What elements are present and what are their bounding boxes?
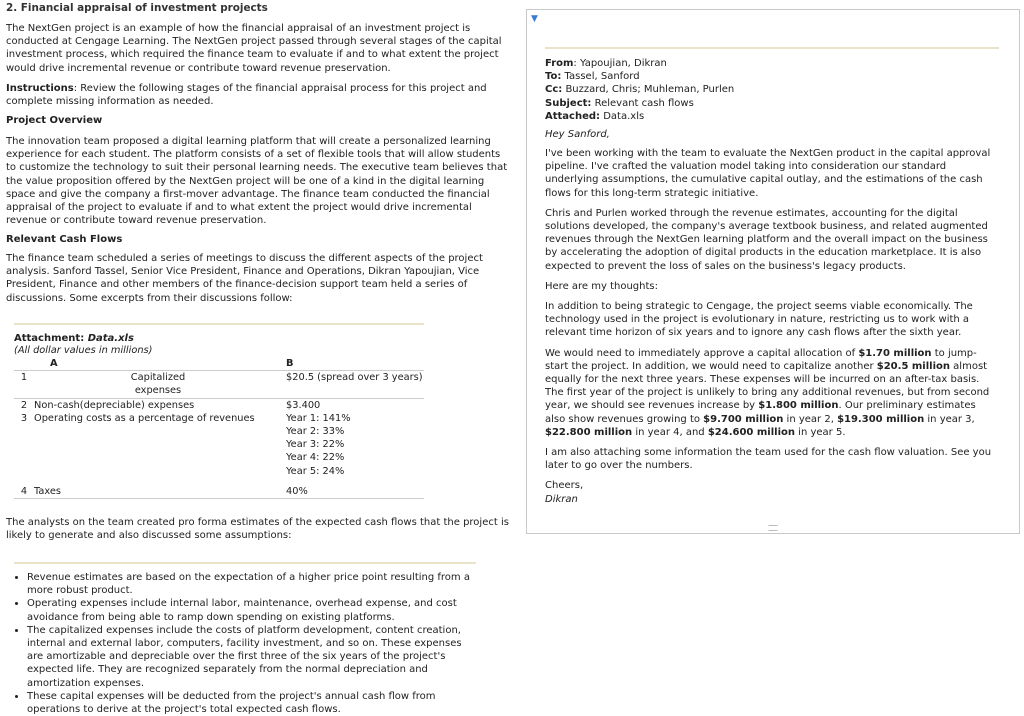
email-closing: Cheers, xyxy=(545,480,584,492)
email-paragraph: I am also attaching some information the team used for the cash flow valuation. See you later to go over the numbers. xyxy=(545,447,992,472)
cash-flows-heading: Relevant Cash Flows xyxy=(6,234,123,245)
col-b-header: B xyxy=(282,357,424,371)
email-from: From: Yapoujian, Dikran xyxy=(545,58,667,69)
email-to: To: Tassel, Sanford xyxy=(545,71,640,83)
attachment-label: Attachment: xyxy=(14,333,88,344)
attachment-subtitle: (All dollar values in millions) xyxy=(14,345,153,356)
instructions-paragraph xyxy=(6,82,511,108)
email-cc: Cc: Buzzard, Chris; Muhleman, Purlen xyxy=(545,84,735,96)
email-paragraph: In addition to being strategic to Cengage, the project seems viable economically. The technology used in the project is evolutionary in nature, restricting us to work with a relevant time horizon of six years and to ignore any cash flows after the sixth year. xyxy=(545,301,973,339)
table-header-row xyxy=(14,357,424,371)
list-item: • The capitalized expenses include the costs of platform development, content creation, internal and external labor, computers, facility investment, and so on. These expenses are amortizable and depreciable over the first three of the six years of the project's expected life. They are recognized separately from the normal depreciation and amortization expenses. xyxy=(27,624,476,690)
email-signature: Dikran xyxy=(545,493,578,505)
list-item: • These capital expenses will be deducted from the project's annual cash flow from operations to derive at the project's total expected cash flows. xyxy=(27,690,476,716)
table-row: 4 Taxes 40% xyxy=(14,478,424,499)
email-paragraph: I've been working with the team to evaluate the NextGen product in the capital approval pipeline. I've crafted the valuation model taking into consideration our standard underlying assumptions, the cumulative capital outlay, and the estimations of the cash flows for this long-term strategic initiative. xyxy=(545,148,991,199)
email-paragraph: We would need to immediately approve a capital allocation of $1.70 million to jump-start the project. In addition, we would need to capitalize another $20.5 million almost equally for the next three years. These expenses will be incurred on an after-tax basis. The first year of the project is unlikely to bring any additional revenues, but from second year, we should see revenues increase by $1.800 million. Our preliminary estimates also show revenues growing to $9.700 million in year 2, $19.300 million in year 3, $22.800 million in year 4, and $24.600 million in year 5. xyxy=(545,347,990,438)
email-message xyxy=(545,47,999,506)
attachment-title xyxy=(14,333,424,344)
instructions-label: Instructions xyxy=(6,83,74,94)
attachment-box xyxy=(14,323,424,499)
email-body xyxy=(545,147,999,506)
table-row: 2 Non-cash(depreciable) expenses $3.400 xyxy=(20,399,321,411)
table-row: 3 Operating costs as a percentage of revenues Year 1: 141% Year 2: 33% Year 3: 22% Year 4: 22% Year 5: 24% xyxy=(20,412,351,477)
resize-grip-icon[interactable] xyxy=(769,525,778,531)
attachment-filename: Data.xls xyxy=(87,333,134,344)
analysts-paragraph: The analysts on the team created pro forma estimates of the expected cash flows that the project is likely to generate and also discussed some assumptions: xyxy=(6,517,509,542)
email-pane[interactable] xyxy=(526,9,1020,534)
email-subject: Subject: Relevant cash flows xyxy=(545,97,694,109)
list-item: • Revenue estimates are based on the expectation of a higher price point resulting from a more robust product. xyxy=(27,571,476,597)
email-paragraph: Here are my thoughts: xyxy=(545,280,658,292)
overview-heading: Project Overview xyxy=(6,115,103,126)
data-table xyxy=(14,357,424,499)
email-greeting: Hey Sanford, xyxy=(545,129,610,141)
page-title: 2. Financial appraisal of investment projects xyxy=(6,2,268,14)
email-paragraph: Chris and Purlen worked through the revenue estimates, accounting for the digital solutions developed, the company's average textbook business, and related augmented revenues through the NextGen learning platform and the overall impact on the business by accelerating the adoption of digital products in the education marketplace. It is also expected to prevent the loss of sales on the business's legacy products. xyxy=(545,207,988,272)
assumptions-list xyxy=(14,562,476,716)
collapse-toggle-icon[interactable]: ▼ xyxy=(531,14,538,24)
col-a-header: A xyxy=(30,357,282,371)
list-item: • Operating expenses include internal labor, maintenance, overhead expense, and cost avoidance from being able to ramp down spending on existing platforms. xyxy=(27,597,476,623)
intro-paragraph: The NextGen project is an example of how the financial appraisal of an investment project is conducted at Cengage Learning. The NextGen project passed through several stages of the capital investment process, which required the finance team to evaluate if and to what extent the project would drive incremental revenue or contribute toward revenue preservation. xyxy=(6,23,502,74)
email-attached: Attached: Data.xls xyxy=(545,110,645,122)
instructions-text: : Review the following stages of the financial appraisal process for this project and complete missing information as needed. xyxy=(6,83,487,108)
cash-flows-paragraph: The finance team scheduled a series of meetings to discuss the different aspects of the project analysis. Sanford Tassel, Senior Vice President, Finance and Operations, Dikran Yapoujian, Vice President, Finance and other members of the finance-decision support team held a series of discussions. Some excerpts from their discussions follow: xyxy=(6,253,483,304)
overview-paragraph: The innovation team proposed a digital learning platform that will create a personalized learning experience for each student. The platform consists of a set of flexible tools that will allow students to customize the technology to suit their personal learning needs. The executive team believes that the value proposition offered by the NextGen project will be one of a kind in the digital learning space and give the company a first-mover advantage. The finance team conducted the financial appraisal of the project to evaluate if and to what extent the project would drive incremental revenue or contribute toward revenue preservation. xyxy=(6,136,508,227)
table-row: 1 Capitalized expenses $20.5 (spread over 3 years) xyxy=(14,371,424,398)
